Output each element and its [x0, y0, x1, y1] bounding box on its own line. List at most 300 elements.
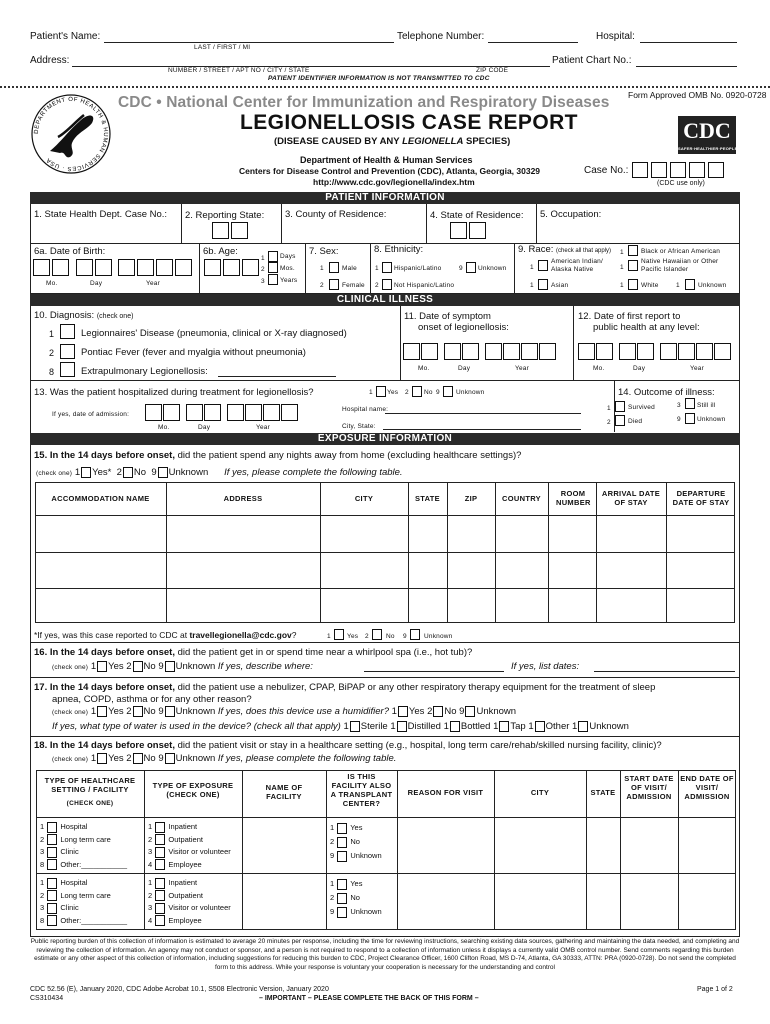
case-no-box[interactable] — [632, 162, 648, 178]
cut-line — [0, 86, 770, 88]
hospital-label: Hospital: — [596, 31, 635, 42]
clinic-checkbox[interactable] — [47, 903, 57, 914]
omb-number: Form Approved OMB No. 0920-0728 — [628, 90, 767, 100]
dept-name: Department of Health & Human Services — [300, 155, 473, 165]
onset-date-box[interactable] — [521, 343, 538, 360]
divider — [36, 817, 736, 818]
humidifier-yes-checkbox[interactable] — [398, 706, 408, 717]
asian-checkbox[interactable] — [538, 279, 548, 290]
reported-no-label: No — [386, 633, 395, 640]
dob-box[interactable] — [175, 259, 192, 276]
reporting-state-box[interactable] — [231, 222, 248, 239]
report-date-box[interactable] — [660, 343, 677, 360]
svg-text:DEPARTMENT OF HEALTH & HUMAN S: DEPARTMENT OF HEALTH & HUMAN SERVICES · USA — [33, 96, 109, 172]
amind-checkbox[interactable] — [538, 260, 548, 271]
setting-options-1: 1 Hospital 2 Long term care 3 Clinic 8 Other:___________ — [40, 822, 128, 869]
divider — [30, 677, 740, 678]
age-box[interactable] — [223, 259, 240, 276]
inpatient-checkbox[interactable] — [155, 878, 165, 889]
form-subtitle: (DISEASE CAUSED BY ANY LEGIONELLA SPECIES) — [274, 136, 511, 147]
opt-num: 1 — [261, 255, 265, 262]
died-checkbox[interactable] — [615, 415, 625, 426]
onset-mo-label: Mo. — [418, 365, 430, 372]
q17-unknown-checkbox[interactable] — [165, 706, 175, 717]
employee-checkbox[interactable] — [155, 915, 165, 926]
dob-box[interactable] — [76, 259, 93, 276]
divider — [370, 243, 371, 293]
q18-options: (check one) 1 Yes 2 No 9 Unknown If yes, please complete the following table. — [52, 753, 397, 765]
divider — [199, 243, 200, 293]
col-exposure: TYPE OF EXPOSURE (CHECK ONE) — [152, 781, 234, 799]
black-label: Black or African American — [641, 248, 721, 255]
case-no-label: Case No.: — [584, 165, 629, 176]
female-checkbox[interactable] — [329, 279, 339, 290]
divider — [320, 482, 321, 623]
q18-yes-checkbox[interactable] — [97, 753, 107, 764]
report-year-label: Year — [690, 365, 704, 372]
divider — [35, 515, 735, 516]
employee-checkbox[interactable] — [155, 859, 165, 870]
onset-date-box[interactable] — [421, 343, 438, 360]
transplant-yes-checkbox[interactable] — [337, 879, 347, 890]
q16-where-line[interactable] — [364, 671, 504, 672]
state-residence-box[interactable] — [450, 222, 467, 239]
case-no-box[interactable] — [708, 162, 724, 178]
divider — [30, 380, 740, 381]
q9-label: 9. Race: (check all that apply) — [518, 244, 612, 255]
divider — [30, 736, 740, 737]
transplant-unknown-checkbox[interactable] — [337, 907, 347, 918]
col-address: ADDRESS — [223, 494, 263, 503]
ethnicity-unknown-checkbox[interactable] — [466, 262, 476, 273]
survived-checkbox[interactable] — [615, 401, 625, 412]
white-label: White — [641, 282, 659, 289]
col-setting: TYPE OF HEALTHCARE SETTING / FACILITY — [44, 776, 136, 794]
col-end-date: END DATE OF VISIT/ ADMISSION — [680, 774, 734, 801]
outcome-unknown-checkbox[interactable] — [685, 413, 695, 424]
admit-date-label: If yes, date of admission: — [52, 411, 130, 418]
opt-num: 2 — [49, 348, 55, 358]
admit-date-box[interactable] — [163, 404, 180, 421]
hospital-name-line[interactable] — [385, 413, 581, 414]
reported-yes-checkbox[interactable] — [334, 629, 344, 640]
chart-no-label: Patient Chart No.: — [552, 55, 632, 66]
report-date-box[interactable] — [578, 343, 595, 360]
q18-label: 18. In the 14 days before onset, did the patient visit or stay in a healthcare setting (e.g., hospital, long term care/rehab/skilled nursing facility, clinic)? — [34, 740, 662, 751]
q3-label: 3. County of Residence: — [285, 209, 387, 220]
important-notice: – IMPORTANT – PLEASE COMPLETE THE BACK OF THIS FORM – — [259, 995, 479, 1002]
col-start-date: START DATE OF VISIT/ ADMISSION — [624, 774, 674, 801]
male-checkbox[interactable] — [329, 262, 339, 273]
mos-label: Mos. — [280, 265, 295, 272]
dob-box[interactable] — [156, 259, 173, 276]
form-title: LEGIONELLOSIS CASE REPORT — [240, 111, 578, 134]
still-ill-checkbox[interactable] — [685, 398, 695, 409]
q12-label: 12. Date of first report to — [578, 311, 681, 322]
q16-dates-line[interactable] — [594, 671, 735, 672]
divider — [400, 306, 401, 380]
onset-day-label: Day — [458, 365, 471, 372]
exposure-info-header: EXPOSURE INFORMATION — [30, 433, 740, 445]
age-box[interactable] — [242, 259, 259, 276]
diag-legionnaires-label: Legionnaires' Disease (pneumonia, clinical or X-ray diagnosed) — [81, 328, 347, 339]
city-state-line[interactable] — [383, 429, 581, 430]
divider — [30, 642, 740, 643]
burden-statement: Public reporting burden of this collection of information is estimated to average 20 minutes per response, including the time for reviewing instructions, searching existing data sources, gathering and maintaining the data needed, and completing and reviewing the collection of information. An agency may not conduct or sponsor, and a person is not required to respond to a collection of information unless it displays a currently valid OMB control number. Send comments regarding this burden estimate or any other aspect of this collection of information, including suggestions for reducing this burden to CDC, Project Clearance Officer, 1600 Clifton Road, MS D-74, Atlanta, GA 30333, ATTN: PRA (0920-0728). Do not send the completed form to this address. While your response is voluntary your cooperation is necessary for the understanding and control — [30, 938, 740, 971]
dob-mo-label: Mo. — [46, 280, 58, 287]
report-date-box[interactable] — [619, 343, 636, 360]
q7-label: 7. Sex: — [309, 246, 339, 257]
days-checkbox[interactable] — [268, 251, 278, 262]
male-label: Male — [342, 265, 357, 272]
col-accommodation: ACCOMMODATION NAME — [51, 494, 150, 503]
bottled-checkbox[interactable] — [450, 721, 460, 732]
report-date-box[interactable] — [696, 343, 713, 360]
divider — [281, 204, 282, 243]
opt-num: 2 — [261, 266, 265, 273]
address-label: Address: — [30, 55, 70, 66]
reported-unknown-checkbox[interactable] — [410, 629, 420, 640]
opt-num: 9 — [403, 633, 407, 640]
divider — [596, 482, 597, 623]
opt-num: 2 — [607, 419, 611, 426]
patient-name-line[interactable] — [104, 42, 394, 43]
col-facility: NAME OF FACILITY — [265, 783, 303, 801]
q13-label: 13. Was the patient hospitalized during treatment for legionellosis? — [34, 387, 314, 398]
opt-num: 2 — [365, 633, 369, 640]
q15-label: 15. In the 14 days before onset, did the patient spend any nights away from home (excluding healthcare settings)? — [34, 450, 522, 461]
q16-options: (check one) 1 Yes 2 No 9 Unknown If yes, describe where: — [52, 661, 313, 673]
hispanic-label: Hispanic/Latino — [394, 265, 442, 272]
other-setting-checkbox[interactable] — [47, 859, 57, 870]
q17-no-checkbox[interactable] — [133, 706, 143, 717]
hosp-unknown-label: Unknown — [456, 389, 485, 396]
outpatient-checkbox[interactable] — [155, 834, 165, 845]
opt-num: 1 — [327, 633, 331, 640]
mos-checkbox[interactable] — [268, 262, 278, 273]
report-day-label: Day — [633, 365, 646, 372]
still-ill-label: Still ill — [697, 402, 716, 409]
hhs-seal-icon — [30, 93, 112, 175]
col-city: CITY — [354, 494, 374, 503]
tap-checkbox[interactable] — [499, 721, 509, 732]
admit-date-box[interactable] — [186, 404, 203, 421]
dob-box[interactable] — [52, 259, 69, 276]
hospital-line[interactable] — [640, 42, 737, 43]
report-date-box[interactable] — [678, 343, 695, 360]
setting-options-2: 1 Hospital 2 Long term care 3 Clinic 8 Other:___________ — [40, 878, 128, 925]
divider — [536, 204, 537, 243]
q16-yes-checkbox[interactable] — [97, 661, 107, 672]
divider — [678, 770, 679, 930]
humidifier-unknown-checkbox[interactable] — [465, 706, 475, 717]
divider — [166, 482, 167, 623]
q6b-label: 6b. Age: — [203, 246, 238, 257]
dob-box[interactable] — [118, 259, 135, 276]
transplant-no-checkbox[interactable] — [337, 837, 347, 848]
divider — [181, 204, 182, 243]
divider — [495, 482, 496, 623]
hosp-yes-checkbox[interactable] — [376, 386, 386, 397]
q17-water: If yes, what type of water is used in the device? (check all that apply) 1 Sterile 1 Distilled 1 Bottled 1 Tap 1 Other 1 Unknown — [52, 721, 629, 733]
col-zip: ZIP — [464, 494, 478, 503]
admit-date-box[interactable] — [245, 404, 262, 421]
col-state: STATE — [590, 788, 616, 797]
patient-info-header: PATIENT INFORMATION — [30, 192, 740, 204]
cdc-url[interactable]: http://www.cdc.gov/legionella/index.htm — [313, 177, 475, 187]
q5-label: 5. Occupation: — [540, 209, 602, 220]
race-unknown-label: Unknown — [698, 282, 727, 289]
q17-label-2: apnea, COPD, asthma or for any other reason? — [52, 694, 252, 705]
onset-date-box[interactable] — [403, 343, 420, 360]
q2-label: 2. Reporting State: — [185, 210, 265, 221]
form-cs-number: CS310434 — [30, 995, 64, 1002]
cdc-logo: CDC SAFER·HEALTHIER·PEOPLE™ — [678, 116, 736, 154]
transplant-options-2: 1 Yes 2 No 9 Unknown — [330, 879, 382, 916]
dob-box[interactable] — [137, 259, 154, 276]
col-country: COUNTRY — [502, 494, 541, 503]
q16-dates-label: If yes, list dates: — [511, 661, 580, 672]
years-checkbox[interactable] — [268, 274, 278, 285]
clinic-checkbox[interactable] — [47, 847, 57, 858]
reported-unknown-label: Unknown — [424, 633, 453, 640]
opt-num: 1 — [369, 389, 373, 396]
q11-label-2: onset of legionellosis: — [418, 322, 509, 333]
inpatient-checkbox[interactable] — [155, 822, 165, 833]
opt-num: 9 — [436, 389, 440, 396]
case-no-box[interactable] — [651, 162, 667, 178]
address-sublabel: NUMBER / STREET / APT NO / CITY / STATE — [168, 67, 310, 74]
q1-label: 1. State Health Dept. Case No.: — [34, 209, 168, 220]
opt-num: 1 — [530, 264, 534, 271]
opt-num: 1 — [375, 265, 379, 272]
q17-label: 17. In the 14 days before onset, did the patient use a nebulizer, CPAP, BiPAP or any other respiratory therapy equipment for the treatment of sleep — [34, 682, 656, 693]
race-unknown-checkbox[interactable] — [685, 279, 695, 290]
years-label: Years — [280, 277, 298, 284]
dob-year-label: Year — [146, 280, 160, 287]
q15-no-checkbox[interactable] — [123, 467, 133, 478]
onset-date-box[interactable] — [503, 343, 520, 360]
chart-no-line[interactable] — [636, 66, 737, 67]
divider — [620, 770, 621, 930]
admit-date-box[interactable] — [204, 404, 221, 421]
q12-label-2: public health at any level: — [593, 322, 700, 333]
exposure-options-1: 1 Inpatient 2 Outpatient 3 Visitor or volunteer 4 Employee — [148, 822, 231, 869]
q18-unknown-checkbox[interactable] — [165, 753, 175, 764]
exposure-options-2: 1 Inpatient 2 Outpatient 3 Visitor or volunteer 4 Employee — [148, 878, 231, 925]
admit-date-box[interactable] — [281, 404, 298, 421]
report-date-box[interactable] — [596, 343, 613, 360]
amind-label: American Indian/ Alaska Native — [551, 258, 603, 273]
sterile-checkbox[interactable] — [350, 721, 360, 732]
opt-num: 9 — [677, 416, 681, 423]
ethnicity-unknown-label: Unknown — [478, 265, 507, 272]
hospital-name-label: Hospital name: — [342, 406, 389, 413]
opt-num: 1 — [620, 249, 624, 256]
divider — [447, 482, 448, 623]
transplant-unknown-checkbox[interactable] — [337, 851, 347, 862]
q6a-label: 6a. Date of Birth: — [34, 246, 106, 257]
hospital-checkbox[interactable] — [47, 822, 57, 833]
ltc-checkbox[interactable] — [47, 834, 57, 845]
divider — [666, 482, 667, 623]
other-setting-checkbox[interactable] — [47, 915, 57, 926]
survived-label: Survived — [628, 404, 655, 411]
col-reason: REASON FOR VISIT — [407, 788, 484, 797]
q16-unknown-checkbox[interactable] — [165, 661, 175, 672]
outpatient-checkbox[interactable] — [155, 890, 165, 901]
visitor-checkbox[interactable] — [155, 847, 165, 858]
col-city: CITY — [530, 788, 550, 797]
visitor-checkbox[interactable] — [155, 903, 165, 914]
dob-box[interactable] — [95, 259, 112, 276]
divider — [548, 482, 549, 623]
hosp-no-label: No — [424, 389, 433, 396]
opt-num: 9 — [459, 265, 463, 272]
legionnaires-checkbox[interactable] — [60, 324, 75, 339]
opt-num: 2 — [405, 389, 409, 396]
col-transplant: IS THIS FACILITY ALSO A TRANSPLANT CENTER? — [330, 772, 393, 808]
hosp-unknown-checkbox[interactable] — [443, 386, 453, 397]
reporting-state-box[interactable] — [212, 222, 229, 239]
q14-label: 14. Outcome of illness: — [618, 387, 715, 398]
q8-label: 8. Ethnicity: — [374, 244, 424, 255]
dob-box[interactable] — [33, 259, 50, 276]
divider — [35, 552, 735, 553]
opt-num: 1 — [49, 329, 55, 339]
onset-date-box[interactable] — [444, 343, 461, 360]
col-state: STATE — [415, 494, 440, 503]
patient-name-label: Patient's Name: — [30, 31, 101, 42]
other-water-checkbox[interactable] — [535, 721, 545, 732]
telephone-line[interactable] — [488, 42, 578, 43]
admit-date-box[interactable] — [263, 404, 280, 421]
col-check-one: (CHECK ONE) — [66, 800, 114, 807]
divider — [35, 588, 735, 589]
divider — [573, 306, 574, 380]
black-checkbox[interactable] — [628, 245, 638, 256]
case-no-box[interactable] — [689, 162, 705, 178]
divider — [514, 243, 515, 293]
q17-options: (check one) 1 Yes 2 No 9 Unknown If yes, does this device use a humidifier? 1 Yes 2 No 9 Unknown — [52, 706, 517, 718]
opt-num: 1 — [530, 282, 534, 289]
divider — [144, 770, 145, 930]
pontiac-checkbox[interactable] — [60, 344, 75, 359]
report-date-box[interactable] — [637, 343, 654, 360]
white-checkbox[interactable] — [628, 279, 638, 290]
reported-yes-label: Yes — [347, 633, 359, 640]
report-mo-label: Mo. — [593, 365, 605, 372]
q16-no-checkbox[interactable] — [133, 661, 143, 672]
humidifier-no-checkbox[interactable] — [433, 706, 443, 717]
report-date-box[interactable] — [714, 343, 731, 360]
ltc-checkbox[interactable] — [47, 890, 57, 901]
opt-num: 1 — [620, 282, 624, 289]
q10-label: 10. Diagnosis: (check one) — [34, 310, 134, 321]
died-label: Died — [628, 418, 643, 425]
case-no-box[interactable] — [670, 162, 686, 178]
onset-date-box[interactable] — [462, 343, 479, 360]
name-sublabel: LAST / FIRST / MI — [194, 44, 251, 51]
opt-num: 1 — [620, 264, 624, 271]
admit-date-box[interactable] — [227, 404, 244, 421]
q4-label: 4. State of Residence: — [430, 210, 524, 221]
nhpi-checkbox[interactable] — [628, 260, 638, 271]
opt-num: 1 — [676, 282, 680, 289]
not-hispanic-checkbox[interactable] — [382, 279, 392, 290]
nhpi-label: Native Hawaiian or Other Pacific Islander — [641, 258, 719, 273]
distilled-checkbox[interactable] — [397, 721, 407, 732]
opt-num: 2 — [375, 282, 379, 289]
diag-pontiac-label: Pontiac Fever (fever and myalgia without pneumonia) — [81, 347, 306, 358]
page-number: Page 1 of 2 — [697, 986, 733, 993]
form-version: CDC 52.56 (E), January 2020, CDC Adobe Acrobat 10.1, S508 Electronic Version, January 2020 — [30, 986, 329, 993]
opt-num: 3 — [261, 278, 265, 285]
extrapulmonary-checkbox[interactable] — [60, 362, 75, 377]
divider — [426, 204, 427, 243]
hispanic-checkbox[interactable] — [382, 262, 392, 273]
q16-label: 16. In the 14 days before onset, did the patient get in or spend time near a whirlpool spa (i.e., hot tub)? — [34, 647, 473, 658]
hosp-no-checkbox[interactable] — [412, 386, 422, 397]
admit-day-label: Day — [198, 424, 211, 431]
female-label: Female — [342, 282, 365, 289]
onset-date-box[interactable] — [539, 343, 556, 360]
q11-label: 11. Date of symptom — [404, 311, 491, 322]
onset-year-label: Year — [515, 365, 529, 372]
divider — [36, 873, 736, 874]
diag-extrapulmonary-label: Extrapulmonary Legionellosis: — [81, 366, 208, 377]
col-room: ROOM NUMBER — [556, 489, 591, 507]
onset-date-box[interactable] — [485, 343, 502, 360]
asian-label: Asian — [551, 282, 569, 289]
reported-no-checkbox[interactable] — [372, 629, 382, 640]
hospital-checkbox[interactable] — [47, 878, 57, 889]
age-box[interactable] — [204, 259, 221, 276]
cdc-address: Centers for Disease Control and Prevention (CDC), Atlanta, Georgia, 30329 — [239, 166, 541, 176]
identifier-notice: PATIENT IDENTIFIER INFORMATION IS NOT TRANSMITTED TO CDC — [268, 75, 490, 82]
water-unknown-checkbox[interactable] — [578, 721, 588, 732]
zip-sublabel: ZIP CODE — [476, 67, 509, 74]
telephone-label: Telephone Number: — [397, 31, 485, 42]
divider — [326, 770, 327, 930]
transplant-yes-checkbox[interactable] — [337, 823, 347, 834]
extrapulmonary-line[interactable] — [218, 376, 336, 377]
q15-unknown-checkbox[interactable] — [158, 467, 168, 478]
days-label: Days — [280, 253, 296, 260]
q17-yes-checkbox[interactable] — [97, 706, 107, 717]
state-residence-box[interactable] — [469, 222, 486, 239]
reported-cdc-label: *If yes, was this case reported to CDC at travellegionella@cdc.gov? — [34, 630, 297, 640]
q15-options: (check one) 1 Yes* 2 No 9 Unknown If yes, please complete the following table. — [36, 467, 403, 479]
opt-num: 3 — [677, 402, 681, 409]
divider — [408, 482, 409, 623]
opt-num: 2 — [320, 282, 324, 289]
opt-num: 1 — [607, 405, 611, 412]
opt-num: 8 — [49, 367, 55, 377]
q15-yes-checkbox[interactable] — [81, 467, 91, 478]
opt-num: 1 — [320, 265, 324, 272]
center-name: CDC • National Center for Immunization and Respiratory Diseases — [118, 94, 610, 111]
city-state-label: City, State: — [342, 423, 376, 430]
admit-date-box[interactable] — [145, 404, 162, 421]
clinical-illness-header: CLINICAL ILLNESS — [30, 294, 740, 306]
col-departure: DEPARTURE DATE OF STAY — [672, 489, 730, 507]
transplant-no-checkbox[interactable] — [337, 893, 347, 904]
q18-no-checkbox[interactable] — [133, 753, 143, 764]
outcome-unknown-label: Unknown — [697, 416, 726, 423]
cdc-use-only: (CDC use only) — [657, 180, 705, 187]
admit-mo-label: Mo. — [158, 424, 170, 431]
